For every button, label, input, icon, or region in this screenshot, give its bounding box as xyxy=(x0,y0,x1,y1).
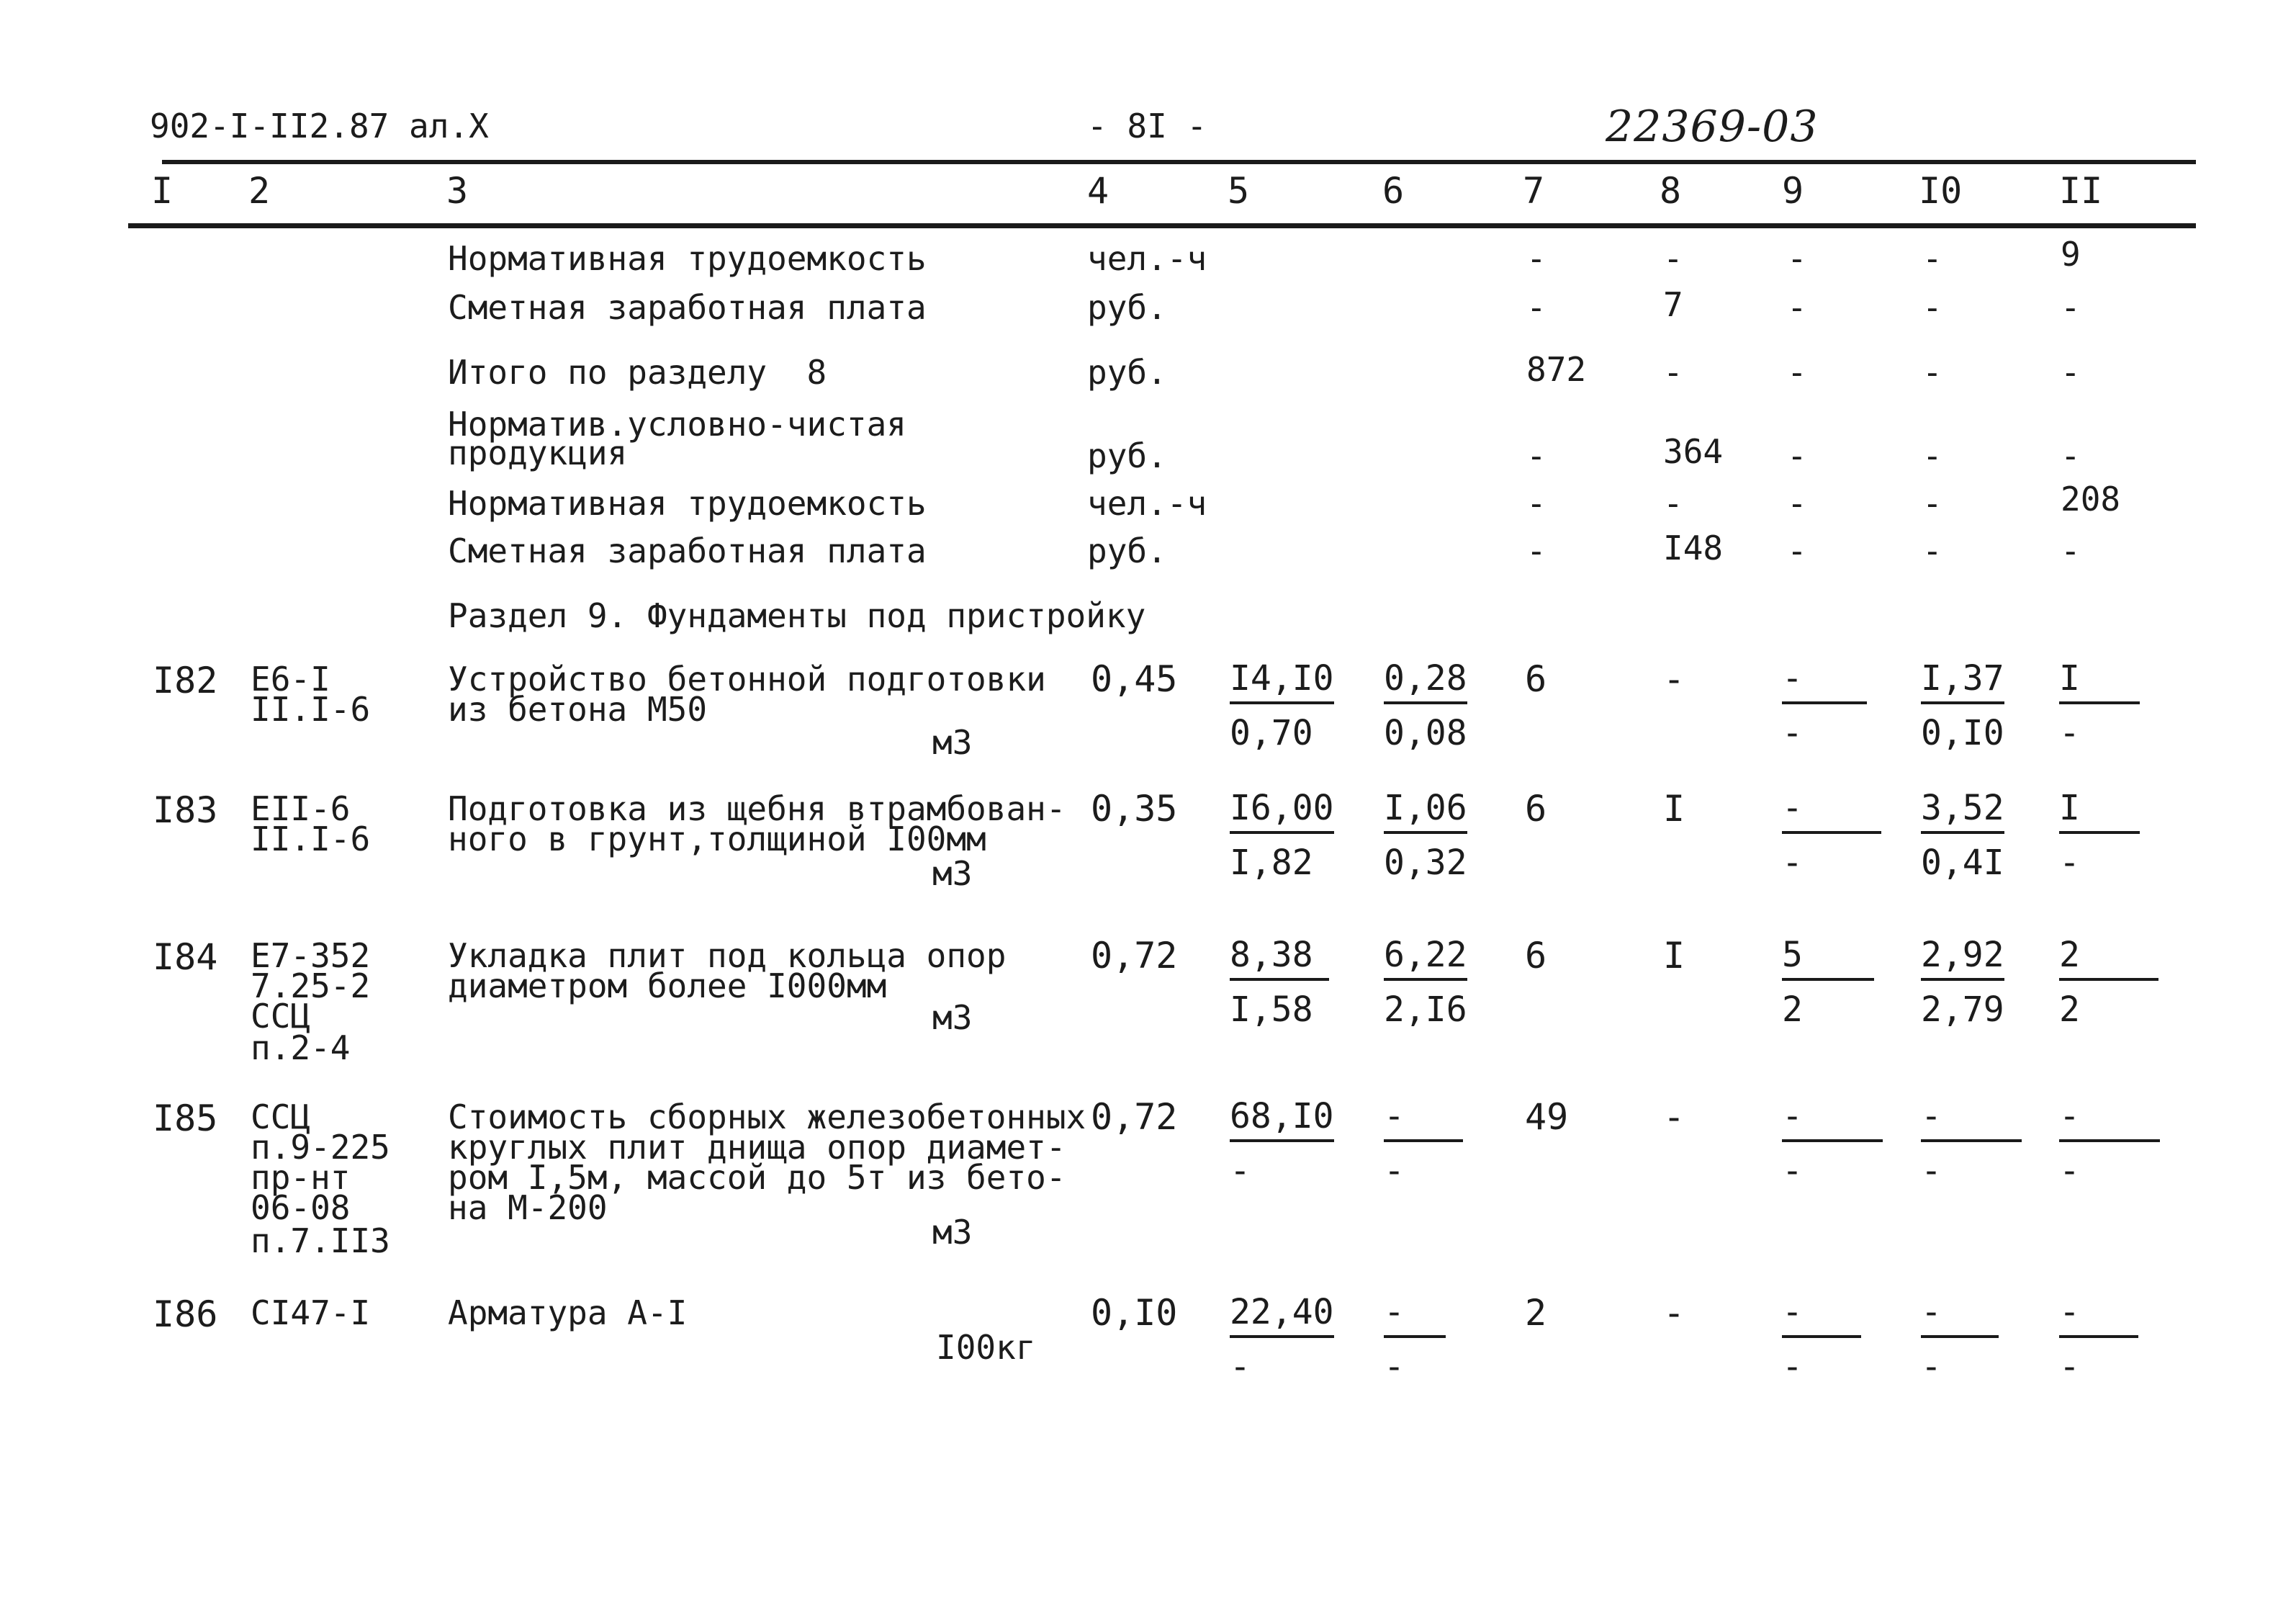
summary-col7: 872 xyxy=(1526,350,1587,389)
summary-col9: - xyxy=(1787,531,1807,570)
item-col11-fraction xyxy=(2059,935,2158,1030)
item-col6-fraction xyxy=(1384,1292,1446,1387)
item-quantity: 0,35 xyxy=(1091,788,1178,830)
summary-unit: руб. xyxy=(1087,531,1167,570)
fraction-denominator: - xyxy=(2059,1151,2080,1191)
summary-col9: - xyxy=(1787,239,1807,278)
summary-name: Итого по разделу 8 xyxy=(448,353,827,392)
item-col6-fraction xyxy=(1384,658,1467,753)
summary-col11: 9 xyxy=(2061,235,2081,274)
summary-col10: - xyxy=(1922,353,1942,392)
column-header-4: 4 xyxy=(1087,170,1109,212)
summary-unit: руб. xyxy=(1087,353,1167,392)
item-col6-fraction xyxy=(1384,1096,1463,1191)
summary-name: Нормативная трудоемкость xyxy=(448,484,927,523)
item-code-line: II.I-6 xyxy=(251,820,371,858)
item-code-line: 06-08 xyxy=(251,1188,351,1227)
column-header-9: 9 xyxy=(1782,170,1804,212)
item-description-line: круглых плит днища опор диамет- xyxy=(448,1128,1066,1167)
item-col11-fraction xyxy=(2059,658,2140,753)
fraction-numerator: 8,38 xyxy=(1230,938,1329,981)
item-col11-fraction xyxy=(2059,788,2140,883)
column-header-2: 2 xyxy=(248,170,271,212)
summary-col10: - xyxy=(1922,288,1942,327)
summary-col10: - xyxy=(1922,531,1942,570)
summary-col8: 364 xyxy=(1663,432,1724,471)
summary-unit: руб. xyxy=(1087,436,1167,475)
item-description-line: ром I,5м, массой до 5т из бето- xyxy=(448,1158,1066,1197)
item-col7: 2 xyxy=(1525,1292,1547,1334)
summary-col11: 208 xyxy=(2061,480,2121,519)
item-col10-fraction xyxy=(1921,935,2004,1030)
item-code-line: Е6-I xyxy=(251,660,330,699)
fraction-denominator: 0,08 xyxy=(1384,713,1467,753)
summary-col8: 7 xyxy=(1663,285,1683,324)
fraction-numerator: I4,I0 xyxy=(1230,661,1334,704)
fraction-numerator: 2,92 xyxy=(1921,938,2004,981)
item-unit: м3 xyxy=(932,998,973,1037)
item-col5-fraction xyxy=(1230,788,1334,883)
item-code-line: 7.25-2 xyxy=(251,966,371,1005)
fraction-numerator: - xyxy=(1921,1295,1999,1338)
fraction-numerator: 22,40 xyxy=(1230,1295,1334,1338)
fraction-numerator: I6,00 xyxy=(1230,791,1334,834)
item-col11-fraction xyxy=(2059,1292,2138,1387)
item-number: I86 xyxy=(153,1293,218,1335)
summary-col11: - xyxy=(2061,353,2081,392)
fraction-numerator: - xyxy=(1384,1295,1446,1338)
summary-col10: - xyxy=(1922,239,1942,278)
summary-col10: - xyxy=(1922,436,1942,475)
fraction-numerator: 6,22 xyxy=(1384,938,1467,981)
fraction-numerator: 2 xyxy=(2059,938,2158,981)
summary-name: Сметная заработная плата xyxy=(448,531,927,570)
summary-col9: - xyxy=(1787,288,1807,327)
summary-col8: - xyxy=(1663,239,1683,278)
summary-col7: - xyxy=(1526,436,1547,475)
item-description-line: Подготовка из щебня втрамбован- xyxy=(448,789,1066,828)
column-header-6: 6 xyxy=(1382,170,1405,212)
fraction-denominator: - xyxy=(1782,1347,1803,1387)
summary-name-line2: продукция xyxy=(448,434,628,472)
summary-col11: - xyxy=(2061,288,2081,327)
summary-col7: - xyxy=(1526,531,1547,570)
column-header-8: 8 xyxy=(1660,170,1682,212)
item-code-line: СI47-I xyxy=(251,1293,371,1332)
fraction-denominator: - xyxy=(1230,1151,1251,1191)
fraction-numerator: I xyxy=(2059,791,2140,834)
item-description-line: из бетона М50 xyxy=(448,690,708,729)
fraction-denominator: 2,79 xyxy=(1921,989,2004,1030)
item-col5-fraction xyxy=(1230,1096,1334,1191)
item-col7: 6 xyxy=(1525,658,1547,700)
item-col8: - xyxy=(1663,1292,1685,1334)
summary-col9: - xyxy=(1787,484,1807,523)
header-top-rule xyxy=(162,160,2196,164)
fraction-denominator: - xyxy=(1782,843,1803,883)
fraction-denominator: 2,I6 xyxy=(1384,989,1467,1030)
page-number: - 8I - xyxy=(1087,107,1207,145)
fraction-numerator: - xyxy=(1782,1099,1883,1142)
fraction-numerator: 3,52 xyxy=(1921,791,2004,834)
summary-col9: - xyxy=(1787,353,1807,392)
section-title: Раздел 9. Фундаменты под пристройку xyxy=(448,596,1146,635)
fraction-denominator: 0,4I xyxy=(1921,843,2004,883)
item-unit: м3 xyxy=(932,854,973,893)
item-unit: м3 xyxy=(932,1213,973,1252)
item-quantity: 0,45 xyxy=(1091,658,1178,700)
fraction-numerator: - xyxy=(1782,1295,1861,1338)
fraction-numerator: - xyxy=(1782,661,1867,704)
fraction-denominator: I,58 xyxy=(1230,989,1313,1030)
summary-col8: - xyxy=(1663,484,1683,523)
fraction-denominator: 0,32 xyxy=(1384,843,1467,883)
column-header-11: II xyxy=(2059,170,2103,212)
fraction-numerator: 0,28 xyxy=(1384,661,1467,704)
column-header-7: 7 xyxy=(1523,170,1545,212)
fraction-numerator: I,06 xyxy=(1384,791,1467,834)
summary-col9: - xyxy=(1787,436,1807,475)
item-description-line: Укладка плит под кольца опор xyxy=(448,936,1007,975)
column-header-1: I xyxy=(151,170,174,212)
item-description-line: Арматура А-I xyxy=(448,1293,688,1332)
summary-col8: - xyxy=(1663,353,1683,392)
fraction-numerator: 5 xyxy=(1782,938,1874,981)
fraction-denominator: - xyxy=(1384,1347,1405,1387)
item-number: I85 xyxy=(153,1097,218,1139)
summary-name: Нормативная трудоемкость xyxy=(448,239,927,278)
summary-col11: - xyxy=(2061,531,2081,570)
item-unit: I00кг xyxy=(936,1328,1036,1367)
fraction-denominator: - xyxy=(1921,1151,1942,1191)
fraction-numerator: - xyxy=(1782,791,1881,834)
summary-col8: I48 xyxy=(1663,529,1724,567)
fraction-numerator: - xyxy=(2059,1295,2138,1338)
item-code-line: п.9-225 xyxy=(251,1128,390,1167)
item-code-line: пр-нт xyxy=(251,1158,351,1197)
item-code-line: п.7.II3 xyxy=(251,1221,390,1260)
item-col5-fraction xyxy=(1230,935,1329,1030)
item-description-line: ного в грунт,толщиной I00мм xyxy=(448,820,986,858)
item-description-line: на М-200 xyxy=(448,1188,608,1227)
fraction-denominator: 0,I0 xyxy=(1921,713,2004,753)
item-description-line: Стоимость сборных железобетонных xyxy=(448,1097,1086,1136)
item-col8: - xyxy=(1663,1096,1685,1138)
item-col10-fraction xyxy=(1921,788,2004,883)
fraction-denominator: - xyxy=(2059,1347,2080,1387)
summary-col7: - xyxy=(1526,288,1547,327)
item-code-line: ЕII-6 xyxy=(251,789,351,828)
item-number: I84 xyxy=(153,936,218,978)
item-col9-fraction xyxy=(1782,1292,1861,1387)
item-code-line: II.I-6 xyxy=(251,690,371,729)
inventory-number: 22369-03 xyxy=(1606,102,1819,152)
item-col8: I xyxy=(1663,788,1685,830)
summary-col11: - xyxy=(2061,436,2081,475)
item-col9-fraction xyxy=(1782,658,1867,753)
summary-unit: руб. xyxy=(1087,288,1167,327)
item-col10-fraction xyxy=(1921,1096,2022,1191)
fraction-denominator: - xyxy=(2059,843,2080,883)
summary-col10: - xyxy=(1922,484,1942,523)
header-bottom-rule xyxy=(128,223,2196,228)
fraction-denominator: 2 xyxy=(2059,989,2080,1030)
fraction-denominator: - xyxy=(1230,1347,1251,1387)
item-col10-fraction xyxy=(1921,1292,1999,1387)
item-col7: 6 xyxy=(1525,935,1547,977)
item-col9-fraction xyxy=(1782,935,1874,1030)
fraction-denominator: - xyxy=(1384,1151,1405,1191)
fraction-denominator: - xyxy=(1782,1151,1803,1191)
document-code: 902-I-II2.87 ал.X xyxy=(150,107,489,145)
summary-name-line1: Норматив.условно-чистая xyxy=(448,405,906,444)
fraction-numerator: - xyxy=(1921,1099,2022,1142)
item-number: I83 xyxy=(153,789,218,831)
item-quantity: 0,72 xyxy=(1091,935,1178,977)
item-col5-fraction xyxy=(1230,658,1334,753)
item-col8: I xyxy=(1663,935,1685,977)
item-col10-fraction xyxy=(1921,658,2004,753)
item-col6-fraction xyxy=(1384,935,1467,1030)
item-description-line: Устройство бетонной подготовки xyxy=(448,660,1046,699)
fraction-denominator: I,82 xyxy=(1230,843,1313,883)
summary-unit: чел.-ч xyxy=(1087,239,1207,278)
fraction-denominator: - xyxy=(2059,713,2080,753)
column-header-5: 5 xyxy=(1228,170,1250,212)
fraction-numerator: I xyxy=(2059,661,2140,704)
summary-col7: - xyxy=(1526,484,1547,523)
column-header-10: I0 xyxy=(1919,170,1963,212)
item-code-line: ССЦ xyxy=(251,997,311,1036)
item-code-line: Е7-352 xyxy=(251,936,371,975)
item-quantity: 0,72 xyxy=(1091,1096,1178,1138)
column-header-3: 3 xyxy=(446,170,469,212)
fraction-numerator: I,37 xyxy=(1921,661,2004,704)
fraction-numerator: - xyxy=(2059,1099,2160,1142)
item-col11-fraction xyxy=(2059,1096,2160,1191)
fraction-denominator: - xyxy=(1921,1347,1942,1387)
item-quantity: 0,I0 xyxy=(1091,1292,1178,1334)
item-code-line: п.2-4 xyxy=(251,1028,351,1067)
item-col6-fraction xyxy=(1384,788,1467,883)
item-col9-fraction xyxy=(1782,1096,1883,1191)
fraction-denominator: 0,70 xyxy=(1230,713,1313,753)
item-col5-fraction xyxy=(1230,1292,1334,1387)
item-col7: 6 xyxy=(1525,788,1547,830)
item-description-line: диаметром более I000мм xyxy=(448,966,887,1005)
summary-name: Сметная заработная плата xyxy=(448,288,927,327)
fraction-denominator: 2 xyxy=(1782,989,1803,1030)
fraction-numerator: 68,I0 xyxy=(1230,1099,1334,1142)
fraction-numerator: - xyxy=(1384,1099,1463,1142)
fraction-denominator: - xyxy=(1782,713,1803,753)
item-unit: м3 xyxy=(932,723,973,762)
summary-unit: чел.-ч xyxy=(1087,484,1207,523)
item-col9-fraction xyxy=(1782,788,1881,883)
summary-col7: - xyxy=(1526,239,1547,278)
item-col8: - xyxy=(1663,658,1685,700)
item-code-line: ССЦ xyxy=(251,1097,311,1136)
item-col7: 49 xyxy=(1525,1096,1569,1138)
item-number: I82 xyxy=(153,660,218,701)
